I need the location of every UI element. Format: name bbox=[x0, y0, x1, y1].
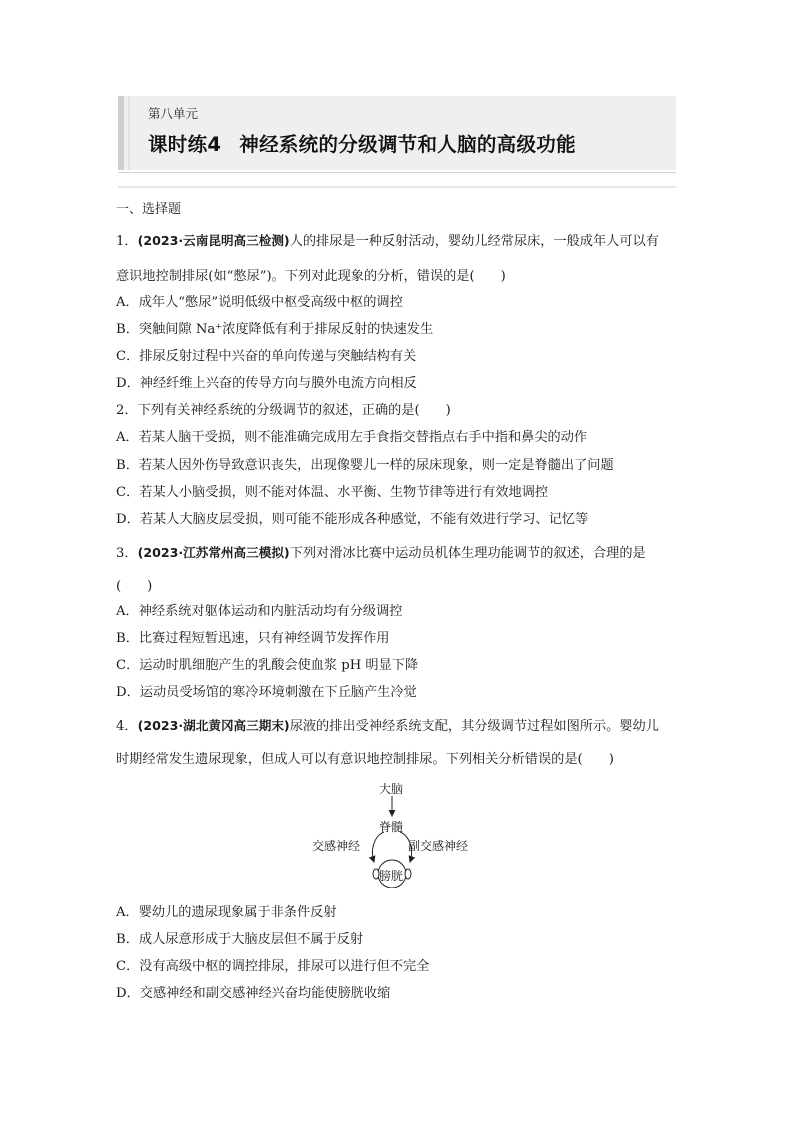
question-4-option-d: D．交感神经和副交感神经兴奋均能使膀胱收缩 bbox=[116, 986, 391, 1001]
question-4-option-b: B．成人尿意形成于大脑皮层但不属于反射 bbox=[116, 932, 364, 947]
page-title bbox=[148, 129, 576, 157]
question-1-option-c: C．排尿反射过程中兴奋的单向传递与突触结构有关 bbox=[116, 349, 417, 364]
question-4-option-a: A．婴幼儿的遗尿现象属于非条件反射 bbox=[116, 905, 337, 920]
question-3-stem-line1: 3．(2023·江苏常州高三模拟)下列对滑冰比赛中运动员机体生理功能调节的叙述，合理的是 bbox=[116, 545, 646, 561]
question-4-stem-line1: 4．(2023·湖北黄冈高三期末)尿液的排出受神经系统支配，其分级调节过程如图所示。婴幼儿 bbox=[116, 718, 659, 734]
question-1-stem-line2: 意识地控制排尿(如“憋尿”)。下列对此现象的分析，错误的是( ) bbox=[116, 269, 506, 284]
question-2-option-d: D．若某人大脑皮层受损，则可能不能形成各种感觉，不能有效进行学习、记忆等 bbox=[116, 512, 589, 527]
lesson-title: 神经系统的分级调节和人脑的高级功能 bbox=[239, 133, 576, 156]
question-1-option-a: A．成年人“憋尿”说明低级中枢受高级中枢的调控 bbox=[116, 295, 403, 310]
diagram-parasympathetic-label: 副交感神经 bbox=[408, 839, 469, 853]
header-stripe-thin bbox=[128, 96, 130, 170]
question-2-option-a: A．若某人脑干受损，则不能准确完成用左手食指交替指点右手中指和鼻尖的动作 bbox=[116, 430, 588, 445]
question-4-source: (2023·湖北黄冈高三期末) bbox=[137, 718, 290, 733]
header-stripe bbox=[118, 96, 124, 170]
diagram-spinal-label: 脊髓 bbox=[379, 820, 404, 834]
question-3-option-d: D．运动员受场馆的寒冷环境刺激在下丘脑产生冷觉 bbox=[116, 685, 417, 700]
question-2-stem: 2．下列有关神经系统的分级调节的叙述，正确的是( ) bbox=[116, 403, 451, 418]
question-3-source: (2023·江苏常州高三模拟) bbox=[137, 545, 290, 560]
question-2-option-c: C．若某人小脑受损，则不能对体温、水平衡、生物节律等进行有效地调控 bbox=[116, 485, 549, 500]
diagram-sympathetic-label: 交感神经 bbox=[312, 839, 361, 853]
question-3-option-c: C．运动时肌细胞产生的乳酸会使血浆 pH 明显下降 bbox=[116, 658, 419, 673]
question-4-option-c: C．没有高级中枢的调控排尿，排尿可以进行但不完全 bbox=[116, 959, 430, 974]
question-4-stem-line2: 时期经常发生遗尿现象，但成人可以有意识地控制排尿。下列相关分析错误的是( ) bbox=[116, 752, 614, 767]
question-2-number: 2． bbox=[116, 403, 138, 418]
lesson-number: 课时练4 bbox=[148, 133, 222, 156]
question-3-option-a: A．神经系统对躯体运动和内脏活动均有分级调控 bbox=[116, 604, 403, 619]
section-heading: 一、选择题 bbox=[116, 202, 182, 217]
question-1-source: (2023·云南昆明高三检测) bbox=[137, 233, 290, 248]
diagram-bladder-label: 膀胱 bbox=[379, 869, 404, 883]
header-rule-lower bbox=[118, 186, 676, 188]
question-1-number: 1． bbox=[116, 234, 138, 249]
question-1-stem-line1: 1．(2023·云南昆明高三检测)人的排尿是一种反射活动，婴幼儿经常尿床，一般成年人可以有 bbox=[116, 233, 659, 249]
unit-label: 第八单元 bbox=[148, 106, 199, 121]
question-2-option-b: B．若某人因外伤导致意识丧失，出现像婴儿一样的尿床现象，则一定是脊髓出了问题 bbox=[116, 458, 614, 473]
question-4-number: 4． bbox=[116, 719, 138, 734]
question-3-stem-line2: ( ) bbox=[116, 579, 153, 594]
question-3-number: 3． bbox=[116, 546, 138, 561]
unit-header bbox=[118, 96, 676, 190]
question-3-option-b: B．比赛过程短暂迅速，只有神经调节发挥作用 bbox=[116, 631, 390, 646]
header-rule bbox=[118, 172, 676, 173]
question-1-option-d: D．神经纤维上兴奋的传导方向与膜外电流方向相反 bbox=[116, 376, 417, 391]
sympathetic-arrow bbox=[372, 832, 384, 862]
question-1-option-b: B．突触间隙 Na⁺浓度降低有利于排尿反射的快速发生 bbox=[116, 322, 434, 337]
urination-control-diagram bbox=[310, 778, 482, 888]
diagram-brain-label: 大脑 bbox=[379, 782, 404, 796]
bladder-right-ganglion bbox=[405, 869, 411, 879]
